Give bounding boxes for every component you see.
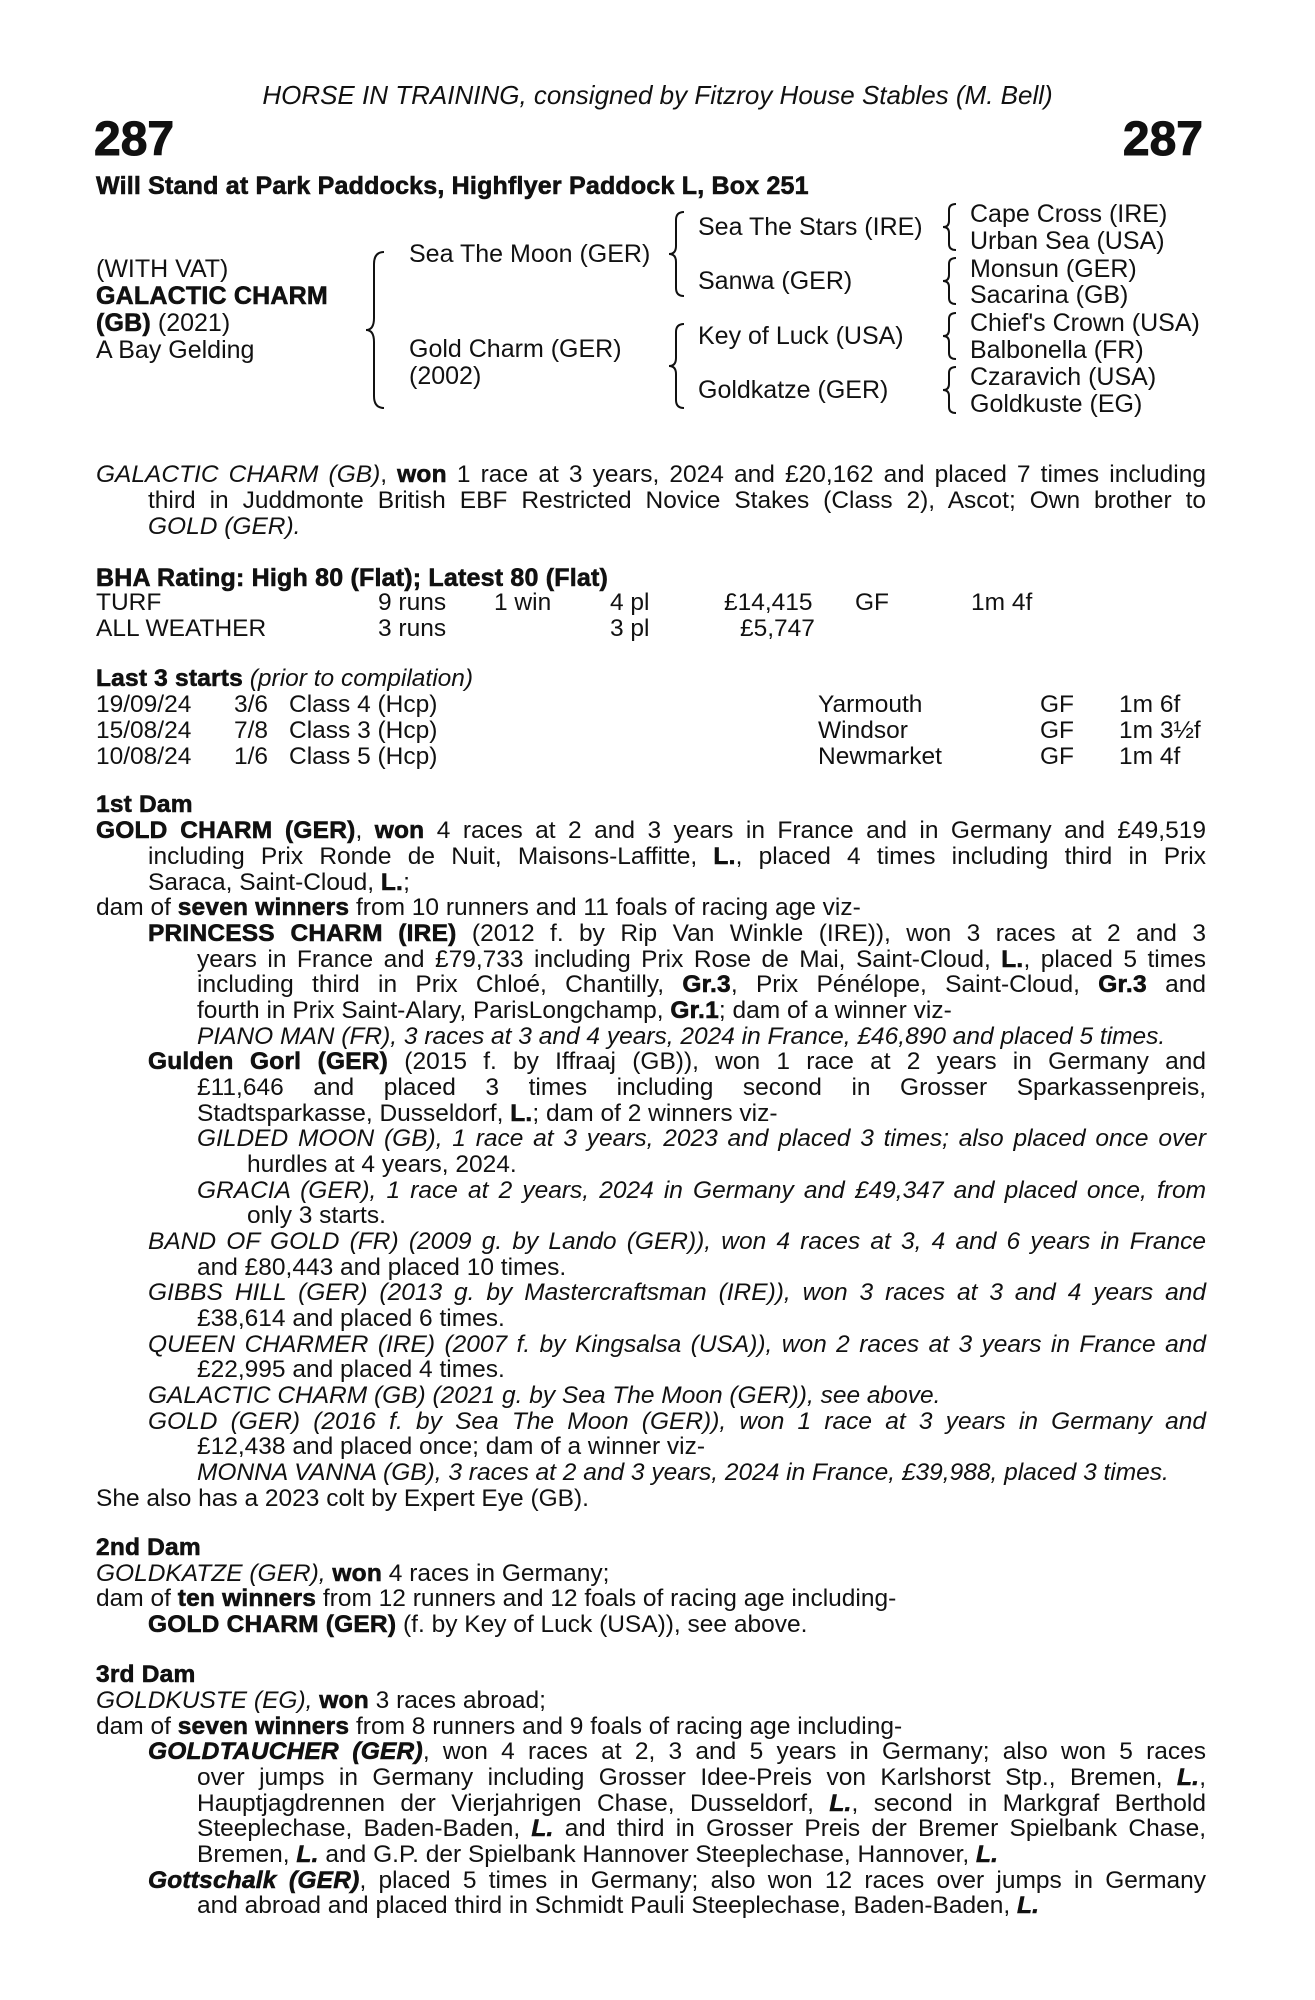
- piano-man-line: PIANO MAN (FR), 3 races at 3 and 4 years, 2024 in France, £46,890 and placed 5 times.: [197, 1023, 1166, 1050]
- pedigree-brace-g4: [940, 365, 960, 415]
- pedigree-brace-dam: [666, 322, 688, 410]
- summary-line-1: GALACTIC CHARM (GB), won 1 race at 3 years, 2024 and £20,162 and placed 7 times including: [96, 461, 1206, 488]
- pedigree-g5: Chief's Crown (USA): [970, 309, 1200, 337]
- pedigree-brace-main: [364, 250, 388, 410]
- queen-charmer-line-2: £22,995 and placed 4 times.: [197, 1356, 505, 1383]
- horse-country-year: [96, 310, 230, 337]
- pedigree-g2: Urban Sea (USA): [970, 227, 1165, 255]
- horse-year: (2021): [150, 309, 231, 337]
- galactic-charm-line: GALACTIC CHARM (GB) (2021 g. by Sea The Moon (GER)), see above.: [148, 1382, 941, 1409]
- monna-vanna-line: MONNA VANNA (GB), 3 races at 2 and 3 years, 2024 in France, £39,988, placed 3 times.: [197, 1459, 1169, 1486]
- goldtaucher-line-2: over jumps in Germany including Grosser Idee-Preis von Karlshorst Stp., Bremen, L.,: [197, 1764, 1206, 1791]
- horse-name: GALACTIC CHARM: [96, 282, 328, 310]
- dam1-line-2: including Prix Ronde de Nuit, Maisons-Laffitte, L., placed 4 times including third in Prix: [148, 843, 1206, 870]
- pedigree-brace-g2: [940, 256, 960, 306]
- pedigree-dam-dam: Goldkatze (GER): [698, 376, 889, 404]
- dam1-also-note: She also has a 2023 colt by Expert Eye (GB).: [96, 1485, 589, 1512]
- vat-note: (WITH VAT): [96, 255, 229, 283]
- summary-line-2: third in Juddmonte British EBF Restricted Novice Stakes (Class 2), Ascot; Own brother to: [148, 487, 1206, 514]
- pedigree-g8: Goldkuste (EG): [970, 390, 1143, 418]
- pedigree-dam: Gold Charm (GER): [409, 335, 622, 363]
- catalogue-subtitle: HORSE IN TRAINING, consigned by Fitzroy House Stables (M. Bell): [262, 80, 1053, 110]
- pedigree-g3: Monsun (GER): [970, 255, 1137, 283]
- gulden-gorl-line-1: Gulden Gorl (GER) (2015 f. by Iffraaj (GB)), won 1 race at 2 years in Germany and: [148, 1048, 1206, 1075]
- pedigree-g7: Czaravich (USA): [970, 363, 1157, 391]
- band-of-gold-line-1: BAND OF GOLD (FR) (2009 g. by Lando (GER)), won 4 races at 3, 4 and 6 years in France: [148, 1228, 1206, 1255]
- gold-line-2: £12,438 and placed once; dam of a winner viz-: [197, 1433, 706, 1460]
- pedigree-sire-sire: Sea The Stars (IRE): [698, 213, 923, 241]
- pedigree-dam-year: (2002): [409, 362, 482, 390]
- rating-row-turf: TURF 9 runs 1 win 4 pl £14,415 GF 1m 4f: [96, 589, 1033, 616]
- dam2-line-3: GOLD CHARM (GER) (f. by Key of Luck (USA)), see above.: [148, 1611, 808, 1638]
- pedigree-g4: Sacarina (GB): [970, 281, 1129, 309]
- gracia-line-1: GRACIA (GER), 1 race at 2 years, 2024 in Germany and £49,347 and placed once, from: [197, 1177, 1206, 1204]
- last-start-row: 10/08/24 1/6 Class 5 (Hcp) Newmarket GF 1m 4f: [96, 743, 1181, 770]
- dam3-line-1: GOLDKUSTE (EG), won 3 races abroad;: [96, 1687, 546, 1714]
- queen-charmer-line-1: QUEEN CHARMER (IRE) (2007 f. by Kingsalsa (USA)), won 2 races at 3 years in France and: [148, 1331, 1206, 1358]
- dam1-line-4: dam of seven winners from 10 runners and 11 foals of racing age viz-: [96, 894, 861, 921]
- dam1-heading: 1st Dam: [96, 791, 193, 818]
- pedigree-sire-dam: Sanwa (GER): [698, 267, 853, 295]
- princess-charm-line-1: PRINCESS CHARM (IRE) (2012 f. by Rip Van Winkle (IRE)), won 3 races at 2 and 3: [148, 920, 1206, 947]
- dam2-heading: 2nd Dam: [96, 1534, 201, 1561]
- dam3-line-2: dam of seven winners from 8 runners and 9 foals of racing age including-: [96, 1713, 903, 1740]
- pedigree-sire: Sea The Moon (GER): [409, 240, 651, 268]
- gilded-moon-line-2: hurdles at 4 years, 2024.: [247, 1151, 517, 1178]
- gibbs-hill-line-2: £38,614 and placed 6 times.: [197, 1305, 505, 1332]
- dam2-line-1: GOLDKATZE (GER), won 4 races in Germany;: [96, 1560, 610, 1587]
- last-starts-heading: Last 3 starts (prior to compilation): [96, 665, 474, 692]
- horse-country: (GB): [96, 309, 151, 337]
- pedigree-dam-sire: Key of Luck (USA): [698, 322, 904, 350]
- dam3-heading: 3rd Dam: [96, 1661, 196, 1688]
- goldtaucher-line-3: Hauptjagdrennen der Vierjahrigen Chase, Dusseldorf, L., second in Markgraf Berthold: [197, 1790, 1206, 1817]
- gulden-gorl-line-2: £11,646 and placed 3 times including second in Grosser Sparkassenpreis,: [197, 1074, 1206, 1101]
- summary-line-3: GOLD (GER).: [148, 513, 301, 540]
- gold-line-1: GOLD (GER) (2016 f. by Sea The Moon (GER)), won 1 race at 3 years in Germany and: [148, 1408, 1206, 1435]
- princess-charm-line-2: years in France and £79,733 including Prix Rose de Mai, Saint-Cloud, L., placed 5 times: [197, 946, 1206, 973]
- pedigree-brace-g1: [940, 202, 960, 252]
- pedigree-g6: Balbonella (FR): [970, 336, 1144, 364]
- gibbs-hill-line-1: GIBBS HILL (GER) (2013 g. by Mastercraftsman (IRE)), won 3 races at 3 and 4 years and: [148, 1279, 1206, 1306]
- last-start-row: 15/08/24 7/8 Class 3 (Hcp) Windsor GF 1m 3½f: [96, 717, 1201, 744]
- princess-charm-line-4: fourth in Prix Saint-Alary, ParisLongchamp, Gr.1; dam of a winner viz-: [197, 997, 952, 1024]
- gilded-moon-line-1: GILDED MOON (GB), 1 race at 3 years, 2023 and placed 3 times; also placed once over: [197, 1125, 1206, 1152]
- goldtaucher-line-1: GOLDTAUCHER (GER), won 4 races at 2, 3 and 5 years in Germany; also won 5 races: [148, 1738, 1207, 1765]
- goldtaucher-line-5: Bremen, L. and G.P. der Spielbank Hannover Steeplechase, Hannover, L.: [197, 1841, 999, 1868]
- gulden-gorl-line-3: Stadtsparkasse, Dusseldorf, L.; dam of 2 winners viz-: [197, 1100, 778, 1127]
- pedigree-brace-g3: [940, 311, 960, 361]
- dam2-line-2: dam of ten winners from 12 runners and 12 foals of racing age including-: [96, 1585, 897, 1612]
- last-start-row: 19/09/24 3/6 Class 4 (Hcp) Yarmouth GF 1m 6f: [96, 691, 1181, 718]
- horse-description: A Bay Gelding: [96, 336, 255, 364]
- rating-row-all-weather: ALL WEATHER 3 runs 3 pl £5,747: [96, 615, 815, 642]
- lot-number-right: 287: [1122, 113, 1203, 166]
- pedigree-brace-sire: [666, 210, 688, 298]
- band-of-gold-line-2: and £80,443 and placed 10 times.: [197, 1254, 567, 1281]
- pedigree-g1: Cape Cross (IRE): [970, 200, 1168, 228]
- dam1-line-3: Saraca, Saint-Cloud, L.;: [148, 869, 410, 896]
- lot-number-left: 287: [94, 113, 175, 166]
- goldtaucher-line-4: Steeplechase, Baden-Baden, L. and third in Grosser Preis der Bremer Spielbank Chase,: [197, 1815, 1207, 1842]
- dam1-line-1: GOLD CHARM (GER), won 4 races at 2 and 3 years in France and in Germany and £49,519: [96, 817, 1206, 844]
- gottschalk-line-1: Gottschalk (GER), placed 5 times in Germany; also won 12 races over jumps in Germany: [148, 1867, 1207, 1894]
- stall-location: Will Stand at Park Paddocks, Highflyer Paddock L, Box 251: [96, 172, 809, 200]
- rating-heading: BHA Rating: High 80 (Flat); Latest 80 (Flat): [96, 564, 609, 592]
- gottschalk-line-2: and abroad and placed third in Schmidt Pauli Steeplechase, Baden-Baden, L.: [197, 1892, 1040, 1919]
- princess-charm-line-3: including third in Prix Chloé, Chantilly, Gr.3, Prix Pénélope, Saint-Cloud, Gr.3 and: [197, 971, 1206, 998]
- gracia-line-2: only 3 starts.: [247, 1202, 386, 1229]
